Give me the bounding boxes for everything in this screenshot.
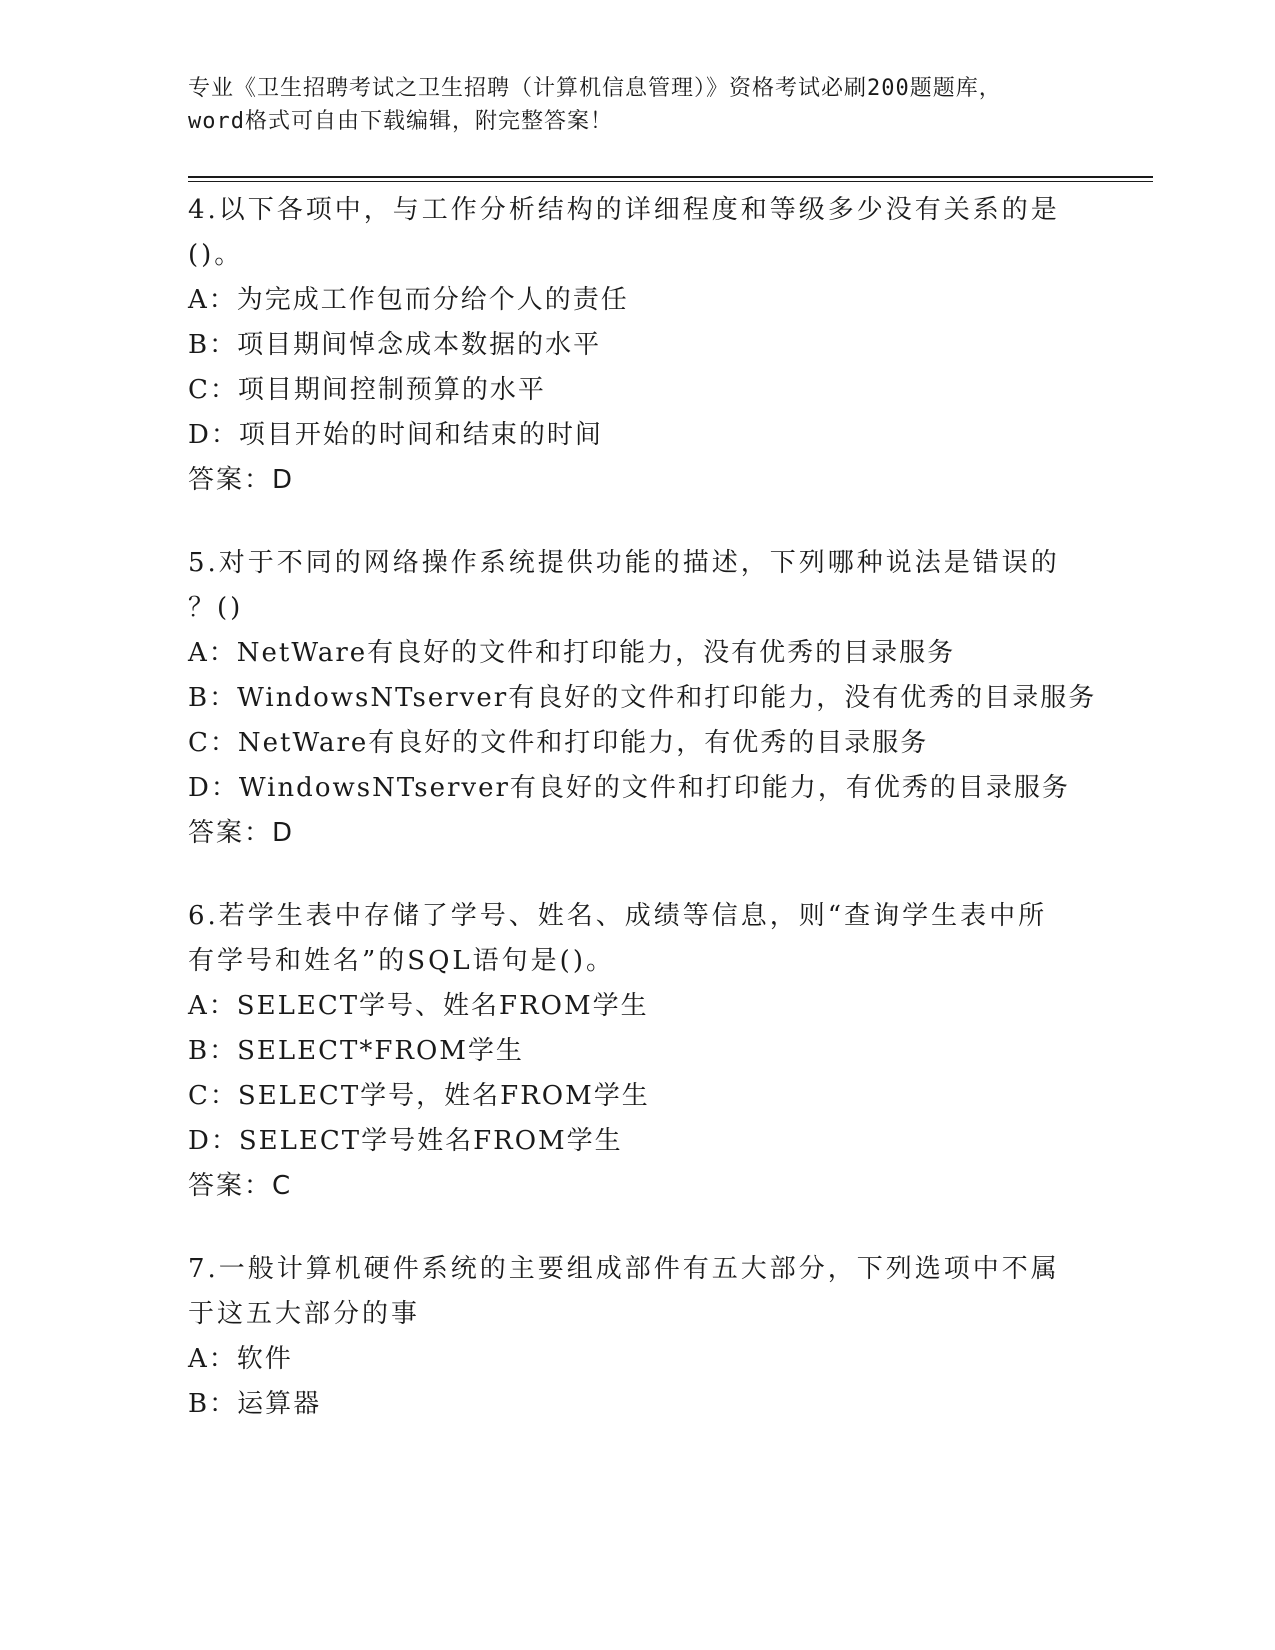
header-subtitle-line: word格式可自由下载编辑，附完整答案！ [188,109,613,134]
question-text-continued: ()。 [188,240,244,270]
question-list [188,188,1097,1465]
document-header [188,72,1088,138]
header-divider-thin [188,181,1153,182]
header-title-line: 专业《卫生招聘考试之卫生招聘（计算机信息管理）》资格考试必刷200题题库， [188,76,1002,101]
option-a: A：SELECT学号、姓名FROM学生 [188,991,649,1021]
option-c: C：SELECT学号，姓名FROM学生 [188,1081,650,1111]
option-c: C：NetWare有良好的文件和打印能力，有优秀的目录服务 [188,728,929,758]
option-b: B：项目期间悼念成本数据的水平 [188,330,602,360]
question-text-continued: ？() [188,593,244,623]
question-text-continued: 有学号和姓名”的SQL语句是()。 [188,946,615,976]
answer: 答案：D [188,465,295,495]
question-text: 5.对于不同的网络操作系统提供功能的描述，下列哪种说法是错误的 [188,548,1060,578]
question-text: 6.若学生表中存储了学号、姓名、成绩等信息，则“查询学生表中所 [188,901,1048,931]
option-b: B：运算器 [188,1389,322,1419]
option-d: D：SELECT学号姓名FROM学生 [188,1126,623,1156]
option-a: A：NetWare有良好的文件和打印能力，没有优秀的目录服务 [188,638,956,668]
question-text-continued: 于这五大部分的事 [188,1299,421,1329]
option-a: A：软件 [188,1344,293,1374]
option-b: B：WindowsNTserver有良好的文件和打印能力，没有优秀的目录服务 [188,683,1097,713]
option-d: D：项目开始的时间和结束的时间 [188,420,603,450]
option-c: C：项目期间控制预算的水平 [188,375,546,405]
answer: 答案：C [188,1171,293,1201]
question-text: 7.一般计算机硬件系统的主要组成部件有五大部分，下列选项中不属 [188,1254,1060,1284]
question-7 [188,1247,1068,1427]
option-b: B：SELECT*FROM学生 [188,1036,524,1066]
answer: 答案：D [188,818,295,848]
header-divider [188,176,1153,178]
question-4 [188,188,1068,503]
option-a: A：为完成工作包而分给个人的责任 [188,285,629,315]
option-d: D：WindowsNTserver有良好的文件和打印能力，有优秀的目录服务 [188,773,1070,803]
question-6 [188,894,1068,1209]
question-5 [188,541,1097,856]
question-text: 4.以下各项中，与工作分析结构的详细程度和等级多少没有关系的是 [188,195,1060,225]
